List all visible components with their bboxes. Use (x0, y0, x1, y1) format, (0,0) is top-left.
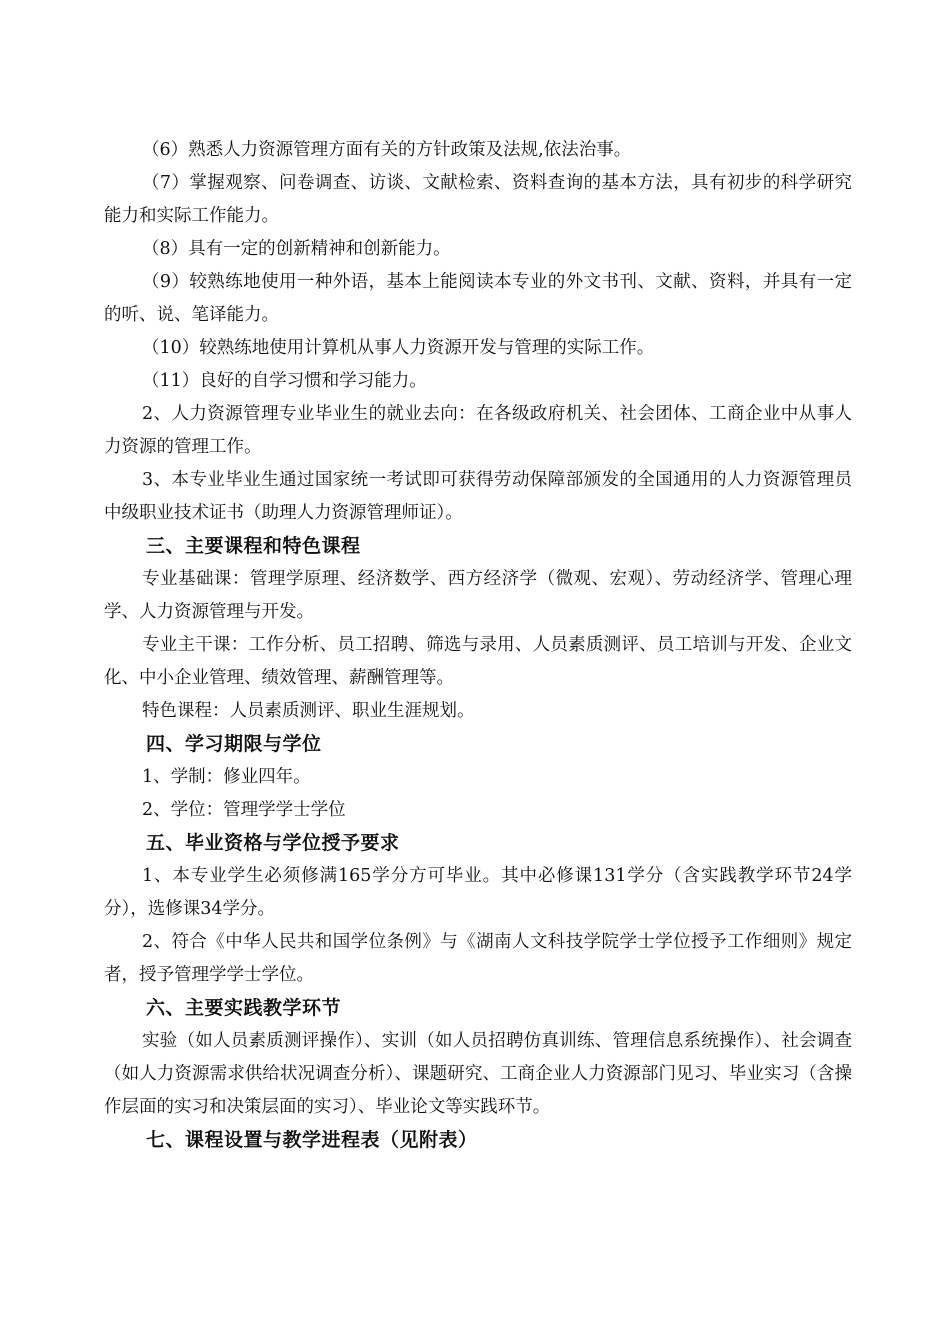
section-7-heading: 七、课程设置与教学进程表（见附表） (146, 1129, 478, 1151)
graduation-credits: 1、本专业学生必须修满165学分方可毕业。其中必修课131学分（含实践教学环节24学分），选修课34学分。 (104, 866, 852, 919)
feature-courses: 特色课程：人员素质测评、职业生涯规划。 (142, 701, 475, 721)
section-5-heading: 五、毕业资格与学位授予要求 (146, 832, 400, 854)
practice-links: 实验（如人员素质测评操作）、实训（如人员招聘仿真训练、管理信息系统操作）、社会调查（如人力资源需求供给状况调查分析）、课题研究、工商企业人力资源部门见习、毕业实习（含操作层面的实习和决策层面的实习）、毕业论文等实践环节。 (104, 1031, 852, 1117)
ability-item-8: （8）具有一定的创新精神和创新能力。 (142, 239, 451, 259)
core-courses: 专业主干课：工作分析、员工招聘、筛选与录用、人员素质测评、员工培训与开发、企业文化、中小企业管理、绩效管理、薪酬管理等。 (104, 635, 852, 688)
document-page (104, 134, 852, 1157)
section-6-heading: 六、主要实践教学环节 (146, 997, 342, 1019)
study-duration: 1、学制：修业四年。 (142, 767, 311, 787)
certificate-note: 3、本专业毕业生通过国家统一考试即可获得劳动保障部颁发的全国通用的人力资源管理员中级职业技术证书（助理人力资源管理师证）。 (104, 470, 852, 523)
section-4-heading: 四、学习期限与学位 (146, 733, 322, 755)
basic-courses: 专业基础课：管理学原理、经济数学、西方经济学（微观、宏观）、劳动经济学、管理心理学、人力资源管理与开发。 (104, 569, 852, 622)
ability-item-10: （10）较熟练地使用计算机从事人力资源开发与管理的实际工作。 (142, 338, 655, 358)
ability-item-7: （7）掌握观察、问卷调查、访谈、文献检索、资料查询的基本方法，具有初步的科学研究能力和实际工作能力。 (104, 173, 852, 226)
degree-conditions: 2、符合《中华人民共和国学位条例》与《湖南人文科技学院学士学位授予工作细则》规定者，授予管理学学士学位。 (104, 932, 852, 985)
ability-item-6: （6）熟悉人力资源管理方面有关的方针政策及法规,依法治事。 (142, 140, 632, 160)
ability-item-9: （9）较熟练地使用一种外语，基本上能阅读本专业的外文书刊、文献、资料，并具有一定的听、说、笔译能力。 (104, 272, 852, 325)
degree: 2、学位：管理学学士学位 (142, 800, 346, 820)
employment-direction: 2、人力资源管理专业毕业生的就业去向：在各级政府机关、社会团体、工商企业中从事人力资源的管理工作。 (104, 404, 852, 457)
ability-item-11: （11）良好的自学习惯和学习能力。 (142, 371, 427, 391)
section-3-heading: 三、主要课程和特色课程 (146, 535, 361, 557)
